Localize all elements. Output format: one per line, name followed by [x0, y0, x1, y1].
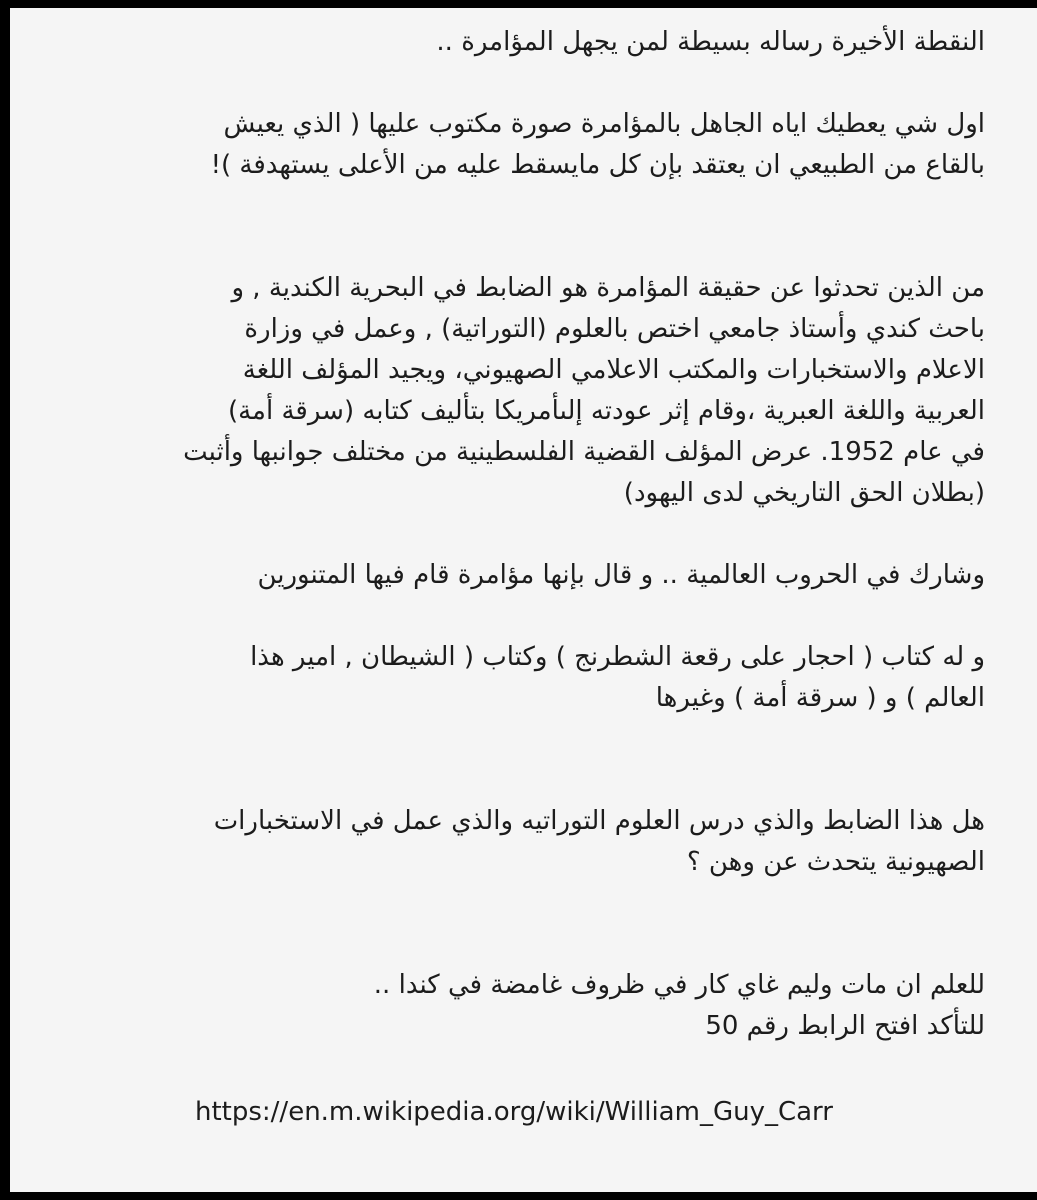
paragraph-spacer: [65, 596, 985, 637]
wikipedia-link[interactable]: https://en.m.wikipedia.org/wiki/William_Guy_Carr: [195, 1097, 833, 1127]
text-line: الصهيونية يتحدث عن وهن ؟: [686, 847, 985, 877]
text-line: للتأكد افتح الرابط رقم 50: [705, 1011, 985, 1041]
text-line: وشارك في الحروب العالمية .. و قال بإنها مؤامرة قام فيها المتنورين: [257, 560, 985, 590]
paragraph-1: [65, 104, 985, 186]
paragraph-5: [65, 801, 985, 883]
text-line: العالم ) و ( سرقة أمة ) وغيرها: [655, 683, 985, 713]
paragraph-2: [65, 268, 985, 514]
text-line: النقطة الأخيرة رساله بسيطة لمن يجهل المؤامرة ..: [436, 27, 985, 57]
paragraph-spacer: [65, 186, 985, 268]
text-line: العربية واللغة العبرية ،وقام إثر عودته إلىأمريكا بتأليف كتابه (سرقة أمة): [227, 396, 985, 426]
paragraph-6: [65, 965, 985, 1047]
text-line: من الذين تحدثوا عن حقيقة المؤامرة هو الضابط في البحرية الكندية , و: [231, 273, 985, 303]
paragraph-spacer: [65, 514, 985, 555]
text-line: في عام 1952. عرض المؤلف القضية الفلسطينية من مختلف جوانبها وأثبت: [183, 437, 985, 467]
paragraph-spacer: [65, 63, 985, 104]
document-page: [10, 8, 1037, 1192]
text-line: و له كتاب ( احجار على رقعة الشطرنج ) وكتاب ( الشيطان , امير هذا: [250, 642, 985, 672]
paragraph-spacer: [65, 883, 985, 965]
text-line: هل هذا الضابط والذي درس العلوم التوراتيه والذي عمل في الاستخبارات: [213, 806, 985, 836]
text-line: باحث كندي وأستاذ جامعي اختص بالعلوم (التوراتية) , وعمل في وزارة: [244, 314, 985, 344]
document-body: [65, 22, 985, 1133]
text-line: للعلم ان مات وليم غاي كار في ظروف غامضة في كندا ..: [373, 970, 985, 1000]
text-line: الاعلام والاستخبارات والمكتب الاعلامي الصهيوني، ويجيد المؤلف اللغة: [242, 355, 985, 385]
text-line: (بطلان الحق التاريخي لدى اليهود): [623, 478, 985, 508]
text-line: بالقاع من الطبيعي ان يعتقد بإن كل مايسقط عليه من الأعلى يستهدفة )!: [210, 150, 985, 180]
text-line: اول شي يعطيك اياه الجاهل بالمؤامرة صورة مكتوب عليها ( الذي يعيش: [223, 109, 985, 139]
paragraph-spacer: [65, 1047, 985, 1088]
paragraph-4: [65, 637, 985, 719]
paragraph-spacer: [65, 719, 985, 801]
intro-paragraph: [65, 22, 985, 63]
paragraph-3: [65, 555, 985, 596]
